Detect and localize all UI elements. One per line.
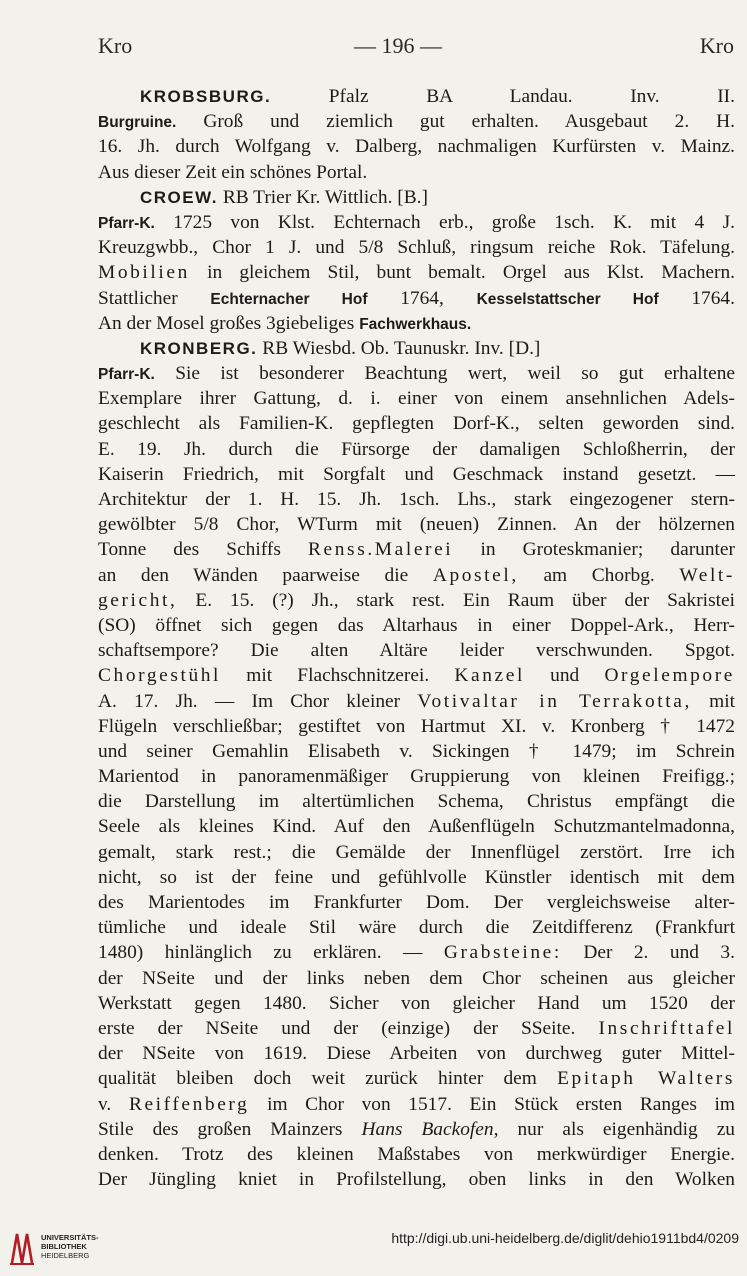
text-line xyxy=(98,336,735,361)
italic-name: Hans Backofen, xyxy=(361,1118,499,1140)
bold-term: Echternacher Hof xyxy=(210,290,368,308)
text-line: Marientod in panoramenmäßiger Gruppierung von kleinen Freifigg.; xyxy=(98,766,735,788)
text-span: v. xyxy=(98,1093,112,1115)
subheading: Burgruine. xyxy=(98,114,177,132)
subheading: Pfarr-K. xyxy=(98,214,155,232)
text-line: und seiner Gemahlin Elisabeth v. Sickingen † 1479; im Schrein xyxy=(98,740,735,762)
text-line: Flügeln verschließbar; gestiftet von Hartmut XI. v. Kronberg † 1472 xyxy=(98,715,735,737)
text-span: RB Trier Kr. Wittlich. [B.] xyxy=(222,186,428,208)
text-span: Stattlicher xyxy=(98,287,178,309)
text-line xyxy=(98,940,735,965)
text-line xyxy=(98,663,735,688)
spaced-term: Votivaltar in Terrakotta, xyxy=(417,690,692,712)
text-span: RB Wiesbd. Ob. Taunuskr. Inv. [D.] xyxy=(262,337,541,359)
text-span: An der Mosel großes 3giebeliges xyxy=(98,312,355,334)
spaced-term: Kanzel xyxy=(454,665,525,687)
entry-heading: KRONBERG. xyxy=(140,338,258,358)
entry-heading: KROBSBURG. xyxy=(140,87,272,106)
header-left: Kro xyxy=(98,33,133,58)
text-line: der NSeite von 1619. Diese Arbeiten von durchweg guter Mittel- xyxy=(98,1043,735,1065)
text-line: schaftsempore? Die alten Altäre leider verschwunden. Spgot. xyxy=(98,640,735,662)
text-line: Der Jüngling kniet in Profilstellung, oben links in den Wolken xyxy=(98,1169,735,1191)
library-logo-icon xyxy=(8,1230,36,1266)
text-span: in gleichem Stil, bunt bemalt. Orgel aus Klst. Machern. xyxy=(207,262,735,284)
text-line xyxy=(98,210,735,235)
text-span: Sie ist besonderer Beachtung wert, weil so gut erhaltene xyxy=(175,363,735,385)
text-line: E. 19. Jh. durch die Fürsorge der damaligen Schloßherrin, der xyxy=(98,438,735,460)
spaced-term: Reiffenberg xyxy=(128,1093,250,1115)
text-span: Tonne des Schiffs xyxy=(98,539,281,561)
text-span: an den Wänden paarweise die xyxy=(98,564,409,586)
text-line: die Darstellung im altertümlichen Schema, Christus empfängt die xyxy=(98,791,735,813)
text-line: des Marientodes im Frankfurter Dom. Der vergleichsweise alter- xyxy=(98,892,735,913)
text-span: A. 17. Jh. — Im Chor kleiner xyxy=(98,690,401,712)
text-line: Exemplare ihrer Gattung, d. i. einer von einem ansehnlichen Adels- xyxy=(98,388,735,410)
library-line: BIBLIOTHEK xyxy=(41,1242,87,1251)
text-span: Groß und ziemlich gut erhalten. Ausgebaut 2. H. xyxy=(203,111,735,133)
text-span: am Chorbg. xyxy=(543,564,655,586)
spaced-term: Mobilien xyxy=(98,262,190,284)
text-line xyxy=(98,286,735,311)
text-line: Werkstatt gegen 1480. Sicher von gleicher Hand um 1520 der xyxy=(98,992,735,1014)
text-line: denken. Trotz des kleinen Maßstabes von merkwürdiger Energie. xyxy=(98,1143,735,1165)
text-line: Kreuzgwbb., Chor 1 J. und 5/8 Schluß, ringsum reiche Rok. Täfelung. xyxy=(98,237,735,259)
spaced-term: Inschrifttafel xyxy=(598,1017,735,1039)
text-line xyxy=(98,588,735,613)
text-span: und xyxy=(550,665,580,687)
text-line: geschlecht als Familien-K. gepflegten Dorf-K., selten geworden sind. xyxy=(98,413,735,435)
library-line: HEIDELBERG xyxy=(41,1251,90,1260)
text-line xyxy=(98,1066,735,1091)
bold-term: Fachwerkhaus. xyxy=(359,315,472,333)
library-name xyxy=(41,1233,99,1260)
text-span: im Chor von 1517. Ein Stück ersten Ranges im xyxy=(267,1093,735,1115)
text-line: Aus dieser Zeit ein schönes Portal. xyxy=(98,161,368,183)
text-line: 16. Jh. durch Wolfgang v. Dalberg, nachmaligen Kurfürsten v. Mainz. xyxy=(98,136,735,158)
entry-heading: CROEW. xyxy=(140,187,218,207)
text-line: gemalt, stark rest.; die Gemälde der Innenflügel zerstört. Irre ich xyxy=(98,841,735,863)
text-line xyxy=(98,689,735,714)
text-line xyxy=(98,537,735,562)
text-span: mit Flachschnitzerei. xyxy=(246,665,430,687)
text-span: 1725 von Klst. Echternach erb., große 1sch. K. mit 4 J. xyxy=(173,211,735,233)
text-line xyxy=(98,563,735,588)
text-line xyxy=(98,311,735,336)
spaced-term: Epitaph Walters xyxy=(557,1068,735,1090)
text-line: gewölbter 5/8 Chor, WTurm mit (neuen) Zinnen. An der hölzernen xyxy=(98,514,735,536)
text-line xyxy=(98,109,735,134)
spaced-term: Grabsteine: xyxy=(443,942,562,964)
running-header xyxy=(98,33,738,63)
text-span: Pfalz BA Landau. Inv. II. xyxy=(328,86,735,107)
text-line: nicht, so ist der feine und gefühlvolle Künstler identisch mit dem xyxy=(98,866,735,888)
text-span: Der 2. und 3. xyxy=(583,942,735,964)
text-span: Stile des großen Mainzers xyxy=(98,1118,343,1140)
spaced-term: Orgelempore xyxy=(604,665,735,687)
source-url-link[interactable]: http://digi.ub.uni-heidelberg.de/diglit/dehio1911bd4/0209 xyxy=(391,1230,739,1246)
text-line xyxy=(98,361,735,386)
spaced-term: Welt- xyxy=(679,564,735,586)
text-span: in Groteskmanier; darunter xyxy=(480,539,735,561)
page-number: — 196 — xyxy=(354,33,442,58)
text-line: Kaiserin Friedrich, mit Sorgfalt und Geschmack instand gesetzt. — xyxy=(98,463,735,485)
body-text xyxy=(98,84,735,1192)
subheading: Pfarr-K. xyxy=(98,366,155,384)
text-span: 1764. xyxy=(691,287,735,309)
spaced-term: Chorgestühl xyxy=(98,665,222,687)
library-line: UNIVERSITÄTS- xyxy=(41,1233,99,1242)
text-line xyxy=(98,1117,735,1142)
text-span: E. 15. (?) Jh., stark rest. Ein Raum über der Sakristei xyxy=(195,589,735,611)
text-line: Architektur der 1. H. 15. Jh. 1sch. Lhs., stark eingezogener stern- xyxy=(98,489,735,510)
spaced-term: Renss.Malerei xyxy=(308,539,454,561)
spaced-term: Apostel, xyxy=(432,564,519,586)
spaced-term: gericht, xyxy=(98,589,178,611)
text-line xyxy=(98,185,735,210)
text-span: mit xyxy=(709,690,735,712)
text-line: Seele als kleines Kind. Auf den Außenflügeln Schutzmantelmadonna, xyxy=(98,816,735,838)
text-span: 1480) hinlänglich zu erklären. — xyxy=(98,942,423,964)
text-span: erste der NSeite und der (einzige) der SSeite. xyxy=(98,1017,576,1039)
bold-term: Kesselstattscher Hof xyxy=(476,290,659,308)
text-line xyxy=(98,1016,735,1041)
text-line xyxy=(98,260,735,285)
text-span: 1764, xyxy=(400,287,444,309)
text-line xyxy=(98,84,735,109)
digitization-footer xyxy=(0,1228,747,1268)
text-line: (SO) öffnet sich gegen das Altarhaus in einer Doppel-Ark., Herr- xyxy=(98,614,735,636)
text-line xyxy=(98,1092,735,1117)
text-span: nur als eigenhändig zu xyxy=(517,1118,735,1140)
header-right: Kro xyxy=(699,33,734,58)
text-line: der NSeite und der links neben dem Chor scheinen aus gleicher xyxy=(98,967,735,989)
text-span: qualität bleiben doch weit zurück hinter dem xyxy=(98,1068,537,1090)
text-line: tümliche und ideale Stil wäre durch die Zeitdifferenz (Frankfurt xyxy=(98,917,735,939)
